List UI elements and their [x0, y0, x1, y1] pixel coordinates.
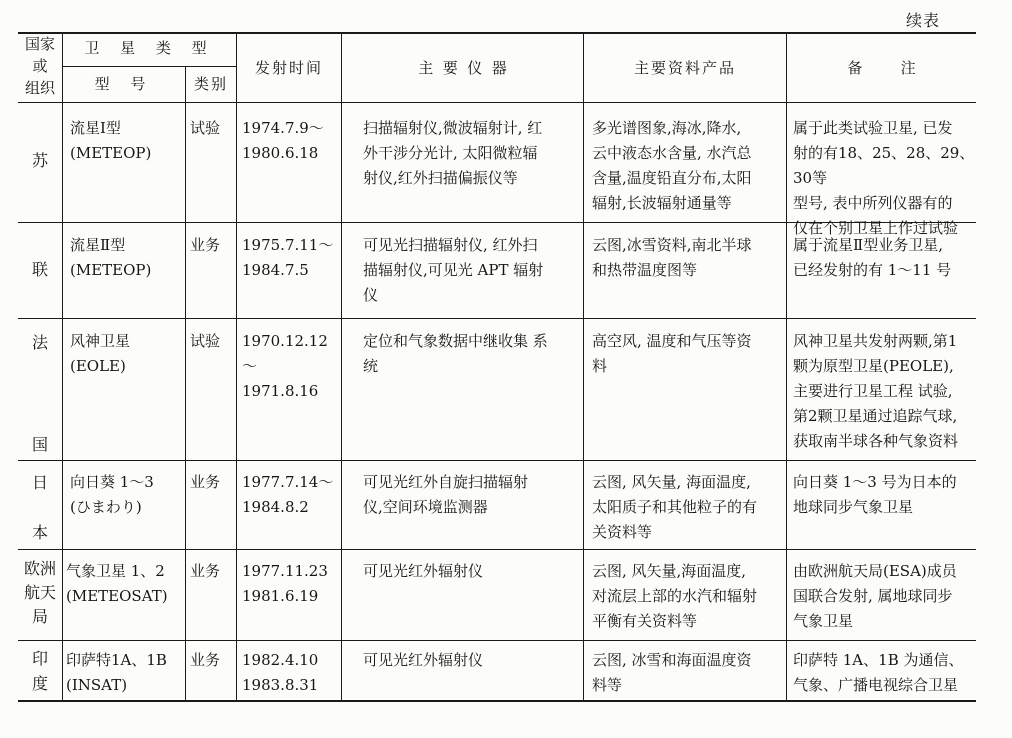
row-divider: [18, 460, 976, 461]
instruments-cell: 可见光红外辐射仪: [363, 651, 484, 669]
model-cell: 流星Ⅱ型 (METEOP): [70, 236, 152, 279]
header-category: 类别: [193, 75, 228, 93]
country-label: 国: [31, 435, 48, 454]
column-divider: [185, 66, 186, 702]
column-divider: [341, 32, 342, 702]
remarks-cell: 属于流星Ⅱ型业务卫星, 已经发射的有 1～11 号: [793, 236, 952, 279]
category-cell: 业务: [190, 651, 221, 669]
header-satellite-type: 卫 星 类 型: [84, 39, 215, 57]
launch-cell: 1982.4.10 1983.8.31: [242, 651, 319, 694]
products-cell: 云图, 冰雪和海面温度资 料等: [592, 651, 752, 694]
header-instruments: 主 要 仪 器: [418, 59, 507, 77]
category-cell: 业务: [190, 473, 221, 491]
subheader-rule: [62, 66, 236, 67]
column-divider: [62, 32, 63, 702]
model-cell: 向日葵 1～3 (ひまわり): [70, 473, 154, 516]
header-launch-time: 发射时间: [254, 59, 323, 77]
remarks-cell: 属于此类试验卫星, 已发 射的有18、25、28、29、30等 型号, 表中所列仪器有的 仅在个别卫星上作过试验: [793, 119, 975, 237]
remarks-cell: 向日葵 1～3 号为日本的 地球同步气象卫星: [793, 473, 957, 516]
category-cell: 业务: [190, 562, 221, 580]
launch-cell: 1977.11.23 1981.6.19: [242, 562, 328, 605]
instruments-cell: 定位和气象数据中继收集 系 统: [363, 332, 548, 375]
model-cell: 风神卫星 (EOLE): [70, 332, 131, 375]
country-label: 印 度: [31, 649, 48, 693]
launch-cell: 1970.12.12～ 1971.8.16: [242, 332, 328, 400]
launch-cell: 1975.7.11～ 1984.7.5: [242, 236, 334, 279]
continued-label: 续表: [906, 11, 941, 30]
category-cell: 业务: [190, 236, 221, 254]
products-cell: 云图, 风矢量,海面温度, 对流层上部的水汽和辐射 平衡有关资料等: [592, 562, 758, 630]
country-label: 欧洲 航天 局: [23, 559, 56, 626]
column-divider: [236, 32, 237, 702]
model-cell: 气象卫星 1、2 (METEOSAT): [66, 562, 168, 605]
launch-cell: 1974.7.9～ 1980.6.18: [242, 119, 324, 162]
category-cell: 试验: [190, 119, 221, 137]
remarks-cell: 印萨特 1A、1B 为通信、 气象、广播电视综合卫星: [793, 651, 964, 694]
instruments-cell: 扫描辐射仪,微波辐射计, 红 外干涉分光计, 太阳微粒辐 射仪,红外扫描偏振仪等: [363, 119, 543, 187]
header-remarks: 备 注: [847, 59, 916, 77]
row-divider: [18, 549, 976, 550]
products-cell: 高空风, 温度和气压等资 料: [592, 332, 752, 375]
remarks-cell: 风神卫星共发射两颗,第1 颗为原型卫星(PEOLE), 主要进行卫星工程 试验, 第2颗卫星通过追踪气球, 获取南半球各种气象资料: [793, 332, 959, 450]
products-cell: 多光谱图象,海冰,降水, 云中液态水含量, 水汽总 含量,温度铅直分布,太阳 辐射,长波辐射通量等: [592, 119, 752, 212]
instruments-cell: 可见光红外辐射仪: [363, 562, 484, 580]
country-label: 联: [31, 260, 48, 279]
country-label: 日: [31, 473, 48, 492]
column-divider: [583, 32, 584, 702]
country-label: 法: [31, 333, 48, 352]
products-cell: 云图,冰雪资料,南北半球 和热带温度图等: [592, 236, 752, 279]
row-divider: [18, 640, 976, 641]
category-cell: 试验: [190, 332, 221, 350]
instruments-cell: 可见光红外自旋扫描辐射 仪,空间环境监测器: [363, 473, 529, 516]
country-label: 本: [31, 523, 48, 542]
row-divider: [18, 318, 976, 319]
header-products: 主要资料产品: [633, 59, 736, 77]
header-bottom-rule: [18, 102, 976, 103]
column-divider: [786, 32, 787, 702]
model-cell: 流星Ⅰ型 (METEOP): [70, 119, 152, 162]
model-cell: 印萨特1A、1B (INSAT): [66, 651, 167, 694]
country-label: 苏: [31, 151, 48, 170]
instruments-cell: 可见光扫描辐射仪, 红外扫 描辐射仪,可见光 APT 辐射 仪: [363, 236, 544, 304]
products-cell: 云图, 风矢量, 海面温度, 太阳质子和其他粒子的有 关资料等: [592, 473, 758, 541]
top-rule: [18, 32, 976, 34]
remarks-cell: 由欧洲航天局(ESA)成员 国联合发射, 属地球同步 气象卫星: [793, 562, 957, 630]
header-country: 国家 或 组织: [24, 35, 55, 97]
header-model: 型 号: [94, 75, 154, 93]
launch-cell: 1977.7.14～ 1984.8.2: [242, 473, 334, 516]
bottom-rule: [18, 700, 976, 702]
